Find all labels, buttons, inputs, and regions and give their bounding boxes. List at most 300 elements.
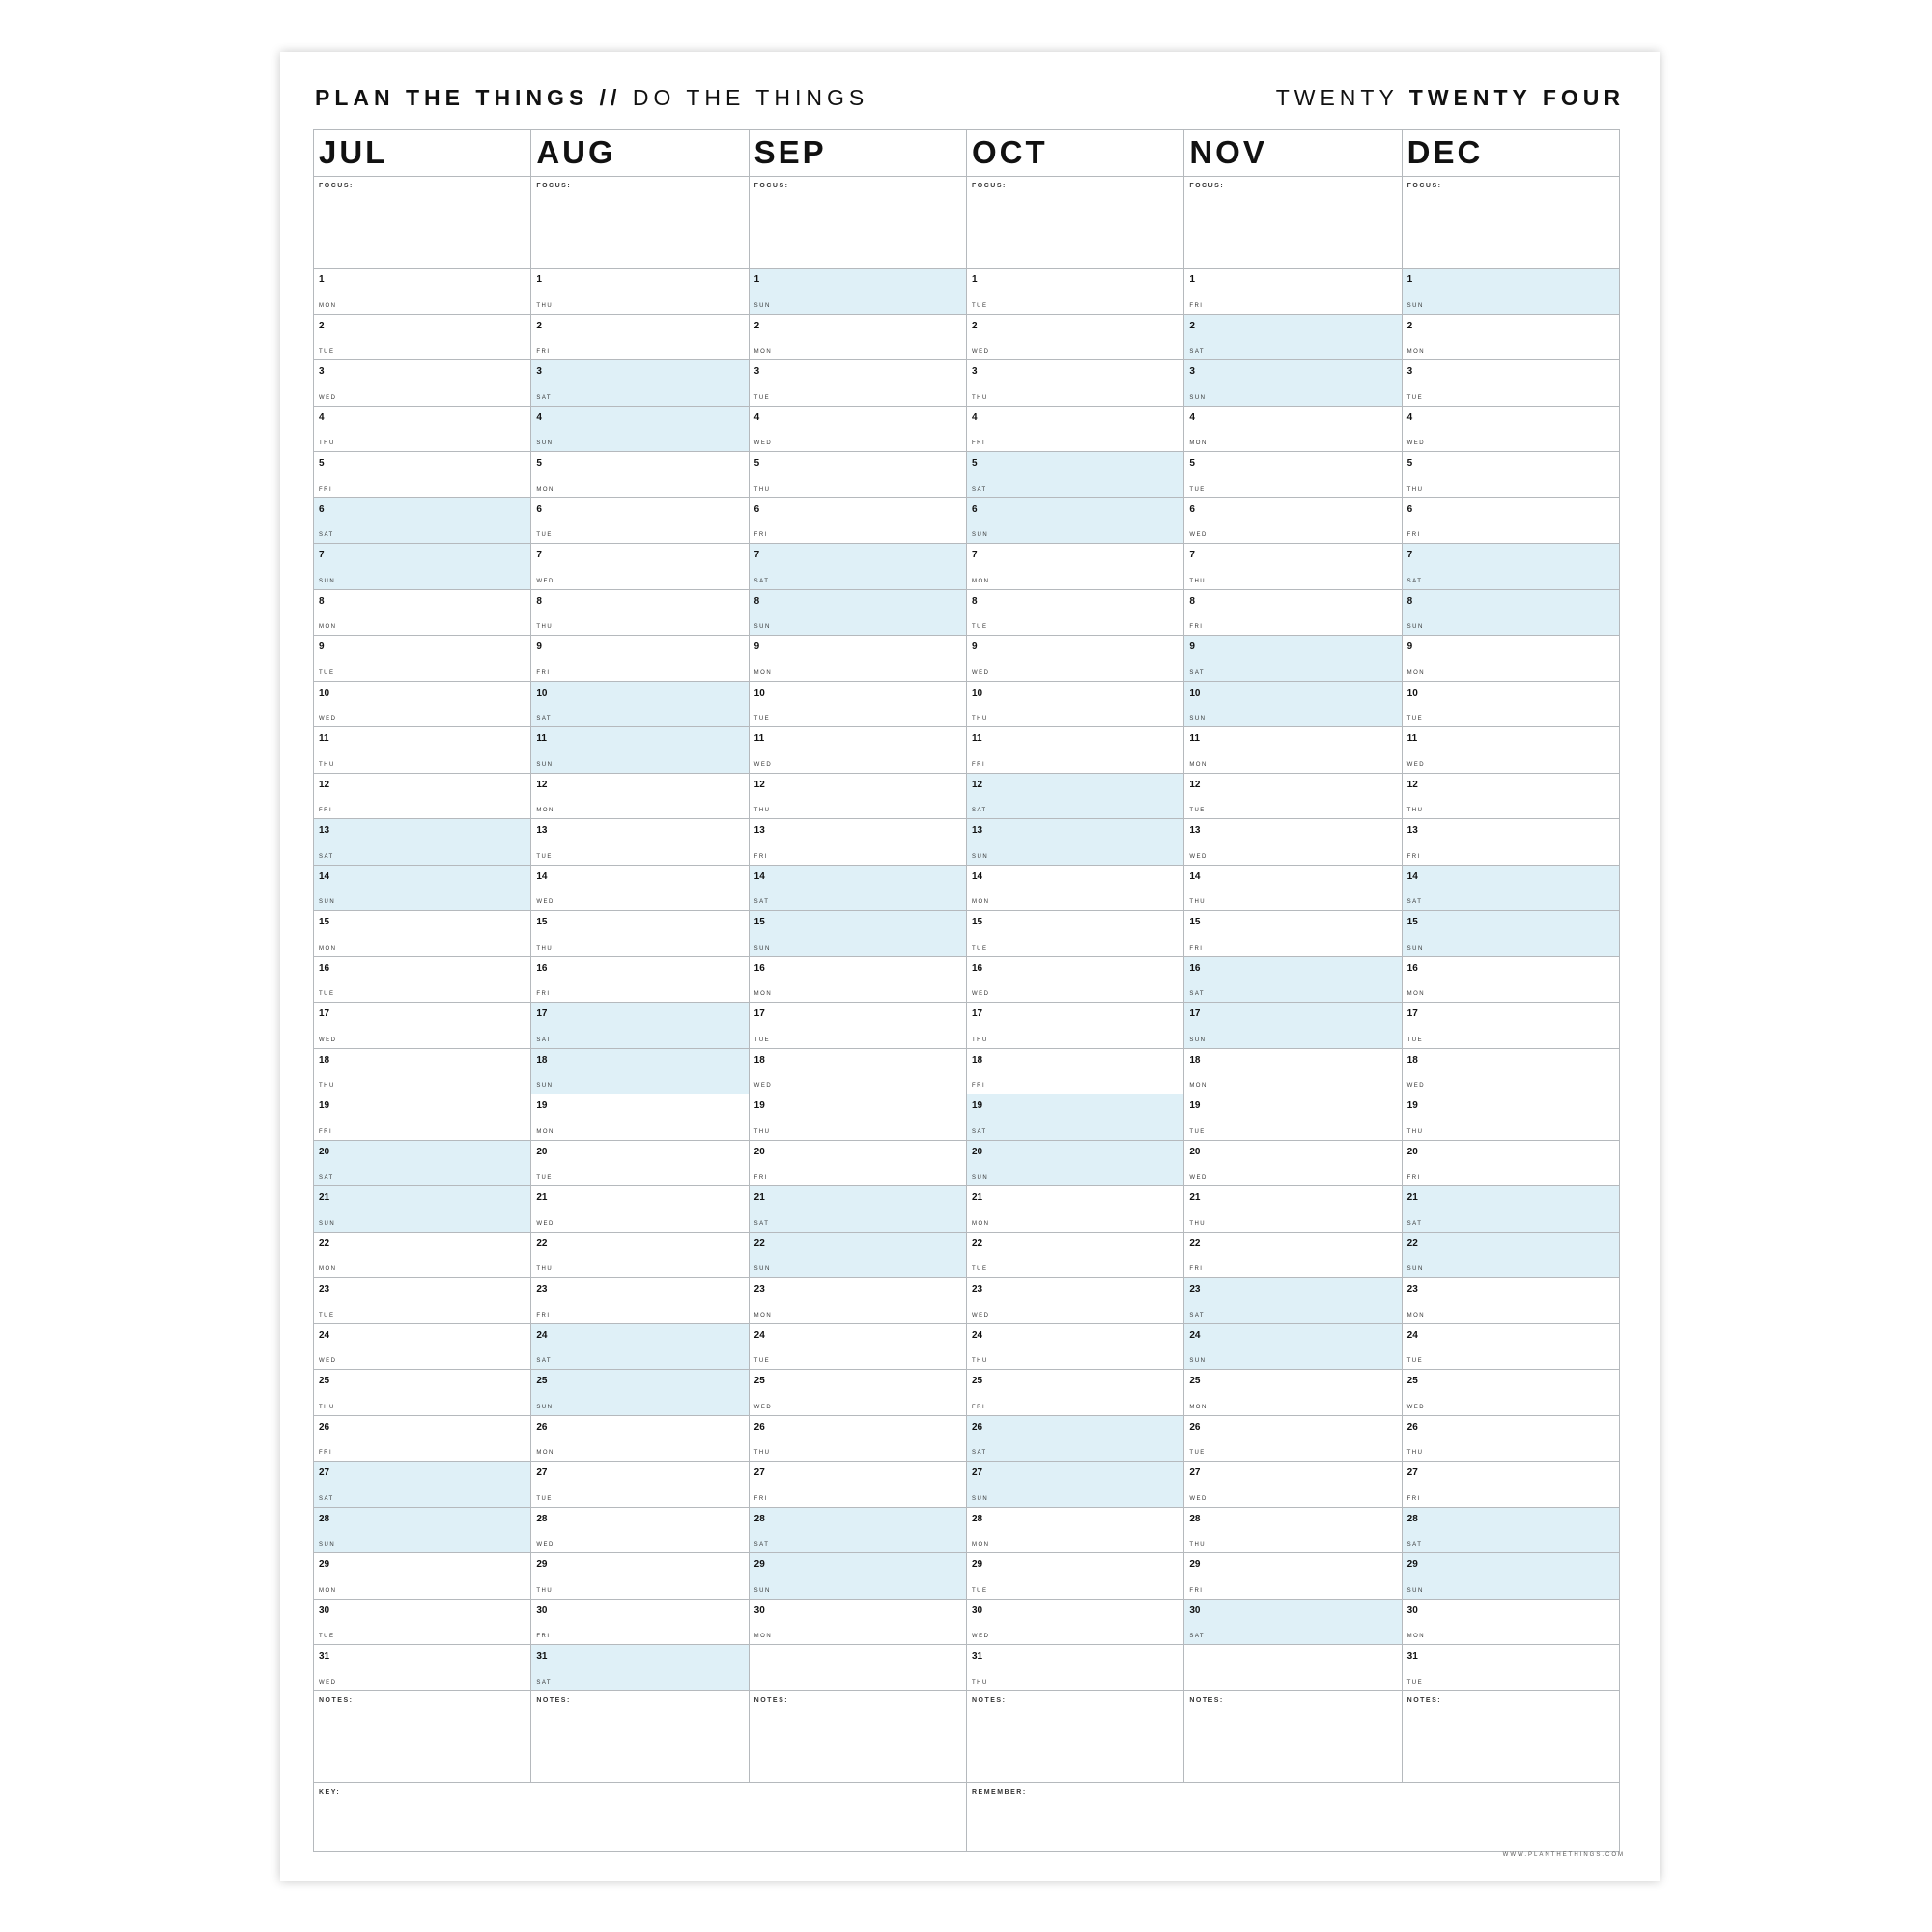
day-cell[interactable] bbox=[314, 269, 531, 314]
weekday-name: THU bbox=[753, 1128, 771, 1135]
day-cell[interactable] bbox=[967, 1370, 1184, 1415]
day-number: 16 bbox=[319, 962, 330, 974]
weekday-name: WED bbox=[753, 1404, 773, 1410]
day-cell[interactable] bbox=[531, 1141, 749, 1186]
day-number: 6 bbox=[536, 503, 542, 515]
day-cell[interactable] bbox=[1403, 682, 1619, 727]
day-cell[interactable] bbox=[531, 1553, 749, 1599]
day-cell[interactable] bbox=[1403, 636, 1619, 681]
day-number: 27 bbox=[1406, 1467, 1418, 1478]
day-cell[interactable] bbox=[531, 1508, 749, 1553]
day-cell[interactable] bbox=[750, 1094, 967, 1140]
day-cell[interactable] bbox=[1403, 1003, 1619, 1048]
day-cell[interactable] bbox=[750, 774, 967, 819]
day-cell[interactable] bbox=[750, 1416, 967, 1462]
day-number: 26 bbox=[536, 1421, 548, 1433]
day-cell[interactable] bbox=[750, 590, 967, 636]
day-cell[interactable] bbox=[531, 682, 749, 727]
day-cell[interactable] bbox=[1184, 911, 1402, 956]
day-cell[interactable] bbox=[967, 1003, 1184, 1048]
weekday-name: THU bbox=[1189, 578, 1207, 584]
day-cell[interactable] bbox=[967, 1094, 1184, 1140]
day-cell[interactable] bbox=[531, 407, 749, 452]
focus-box-jul[interactable] bbox=[314, 177, 531, 268]
day-cell[interactable] bbox=[750, 819, 967, 865]
day-cell[interactable] bbox=[967, 1416, 1184, 1462]
day-cell[interactable] bbox=[314, 1645, 531, 1690]
day-cell[interactable] bbox=[1184, 1141, 1402, 1186]
day-cell[interactable] bbox=[1184, 1416, 1402, 1462]
day-cell[interactable] bbox=[1403, 1233, 1619, 1278]
day-cell[interactable] bbox=[314, 774, 531, 819]
weekday-name: FRI bbox=[1189, 302, 1204, 309]
day-number: 17 bbox=[971, 1009, 983, 1019]
day-number: 30 bbox=[319, 1605, 330, 1616]
day-cell[interactable] bbox=[314, 590, 531, 636]
day-cell[interactable] bbox=[1403, 774, 1619, 819]
day-cell[interactable] bbox=[531, 1600, 749, 1645]
weekday-name: FRI bbox=[1189, 1266, 1204, 1272]
weekday-name: SAT bbox=[319, 853, 334, 860]
day-cell[interactable] bbox=[314, 682, 531, 727]
day-cell[interactable] bbox=[314, 1508, 531, 1553]
day-row bbox=[314, 544, 1619, 590]
day-cell[interactable] bbox=[1184, 1186, 1402, 1232]
day-cell[interactable] bbox=[750, 1324, 967, 1370]
day-cell[interactable] bbox=[967, 1508, 1184, 1553]
day-cell[interactable] bbox=[531, 590, 749, 636]
day-number: 26 bbox=[319, 1421, 330, 1433]
day-cell[interactable] bbox=[967, 407, 1184, 452]
weekday-name: SAT bbox=[1189, 1634, 1206, 1639]
weekday-name: SUN bbox=[1406, 624, 1424, 630]
day-cell[interactable] bbox=[750, 544, 967, 589]
focus-box-aug[interactable] bbox=[531, 177, 749, 268]
day-cell[interactable] bbox=[967, 636, 1184, 681]
day-number: 31 bbox=[971, 1651, 983, 1662]
day-cell[interactable] bbox=[1403, 1278, 1619, 1323]
day-number: 22 bbox=[1189, 1237, 1201, 1249]
day-cell[interactable] bbox=[750, 1233, 967, 1278]
day-cell[interactable] bbox=[1184, 1049, 1402, 1094]
day-cell[interactable] bbox=[967, 1462, 1184, 1507]
weekday-name: FRI bbox=[319, 1128, 333, 1135]
day-cell[interactable] bbox=[1403, 1049, 1619, 1094]
day-cell[interactable] bbox=[967, 360, 1184, 406]
day-number: 13 bbox=[1189, 825, 1201, 836]
day-number: 6 bbox=[1406, 503, 1413, 515]
day-cell[interactable] bbox=[314, 1462, 531, 1507]
day-cell[interactable] bbox=[1403, 866, 1619, 911]
day-cell[interactable] bbox=[1184, 1600, 1402, 1645]
day-cell[interactable] bbox=[1403, 452, 1619, 497]
day-cell[interactable] bbox=[1403, 727, 1619, 773]
day-number: 17 bbox=[536, 1009, 548, 1019]
day-cell[interactable] bbox=[531, 1186, 749, 1232]
day-cell[interactable] bbox=[531, 1645, 749, 1690]
day-cell[interactable] bbox=[531, 1462, 749, 1507]
weekday-name: SAT bbox=[753, 899, 770, 905]
day-number: 30 bbox=[1406, 1605, 1418, 1616]
day-cell[interactable] bbox=[531, 636, 749, 681]
focus-box-nov[interactable] bbox=[1184, 177, 1402, 268]
day-cell[interactable] bbox=[314, 1233, 531, 1278]
day-row bbox=[314, 866, 1619, 912]
day-cell[interactable] bbox=[1184, 1370, 1402, 1415]
day-cell[interactable] bbox=[314, 1553, 531, 1599]
day-cell[interactable] bbox=[1184, 498, 1402, 544]
day-cell[interactable] bbox=[1403, 1370, 1619, 1415]
day-cell[interactable] bbox=[314, 452, 531, 497]
weekday-name: TUE bbox=[319, 669, 335, 676]
day-cell[interactable] bbox=[967, 590, 1184, 636]
weekday-name: SAT bbox=[971, 486, 987, 493]
day-number: 10 bbox=[971, 687, 983, 698]
weekday-name: SAT bbox=[536, 1358, 553, 1364]
day-cell[interactable] bbox=[750, 315, 967, 360]
weekday-name: SUN bbox=[971, 1495, 989, 1502]
key-remember-row bbox=[314, 1783, 1619, 1852]
day-cell[interactable] bbox=[531, 957, 749, 1003]
day-cell[interactable] bbox=[1403, 590, 1619, 636]
day-cell[interactable] bbox=[314, 315, 531, 360]
day-cell[interactable] bbox=[750, 866, 967, 911]
day-cell[interactable] bbox=[1403, 315, 1619, 360]
day-cell[interactable] bbox=[1403, 498, 1619, 544]
weekday-name: WED bbox=[1406, 1404, 1426, 1410]
day-cell[interactable] bbox=[750, 407, 967, 452]
day-cell[interactable] bbox=[967, 269, 1184, 314]
day-row bbox=[314, 1600, 1619, 1646]
day-row bbox=[314, 636, 1619, 682]
focus-box-dec[interactable] bbox=[1403, 177, 1619, 268]
day-number: 14 bbox=[971, 870, 983, 882]
day-cell[interactable] bbox=[1403, 819, 1619, 865]
day-cell[interactable] bbox=[967, 452, 1184, 497]
day-number: 13 bbox=[536, 825, 548, 836]
day-cell[interactable] bbox=[1403, 1141, 1619, 1186]
day-cell[interactable] bbox=[967, 1233, 1184, 1278]
day-cell[interactable] bbox=[1403, 1553, 1619, 1599]
day-cell[interactable] bbox=[1184, 590, 1402, 636]
day-cell[interactable] bbox=[531, 819, 749, 865]
day-cell[interactable] bbox=[1184, 407, 1402, 452]
weekday-name: TUE bbox=[319, 1312, 335, 1319]
day-cell[interactable] bbox=[1184, 727, 1402, 773]
day-cell[interactable] bbox=[1403, 1508, 1619, 1553]
weekday-name: THU bbox=[753, 486, 771, 493]
remember-box[interactable] bbox=[967, 1783, 1619, 1852]
day-cell[interactable] bbox=[531, 544, 749, 589]
day-cell[interactable] bbox=[967, 1049, 1184, 1094]
weekday-name: MON bbox=[971, 578, 990, 584]
day-cell[interactable] bbox=[531, 498, 749, 544]
day-number: 19 bbox=[319, 1100, 330, 1111]
day-number: 2 bbox=[1189, 320, 1195, 331]
day-cell[interactable] bbox=[314, 498, 531, 544]
day-cell[interactable] bbox=[967, 1645, 1184, 1690]
day-cell[interactable] bbox=[1184, 1233, 1402, 1278]
day-cell[interactable] bbox=[314, 1600, 531, 1645]
day-number: 19 bbox=[536, 1100, 548, 1111]
notes-box-aug[interactable] bbox=[531, 1691, 749, 1782]
day-cell[interactable] bbox=[1184, 636, 1402, 681]
day-cell[interactable] bbox=[314, 727, 531, 773]
day-cell[interactable] bbox=[1184, 1003, 1402, 1048]
weekday-name: WED bbox=[971, 1634, 990, 1639]
day-cell[interactable] bbox=[1184, 544, 1402, 589]
day-number: 16 bbox=[753, 962, 765, 974]
focus-box-oct[interactable] bbox=[967, 177, 1184, 268]
day-cell[interactable] bbox=[750, 1141, 967, 1186]
day-cell[interactable] bbox=[314, 1094, 531, 1140]
day-cell[interactable] bbox=[750, 1553, 967, 1599]
weekday-name: FRI bbox=[971, 440, 986, 446]
day-cell[interactable] bbox=[1184, 1553, 1402, 1599]
day-cell[interactable] bbox=[1403, 269, 1619, 314]
notes-box-dec[interactable] bbox=[1403, 1691, 1619, 1782]
notes-box-oct[interactable] bbox=[967, 1691, 1184, 1782]
day-cell[interactable] bbox=[531, 727, 749, 773]
day-cell[interactable] bbox=[967, 1278, 1184, 1323]
day-cell[interactable] bbox=[1184, 1508, 1402, 1553]
weekday-name: SAT bbox=[536, 1037, 553, 1043]
day-number: 20 bbox=[971, 1146, 983, 1157]
day-cell[interactable] bbox=[531, 1324, 749, 1370]
day-cell[interactable] bbox=[1403, 911, 1619, 956]
day-cell[interactable] bbox=[1184, 452, 1402, 497]
weekday-name: SUN bbox=[1189, 1037, 1207, 1043]
day-cell[interactable] bbox=[1184, 269, 1402, 314]
day-row bbox=[314, 1324, 1619, 1371]
day-cell[interactable] bbox=[314, 957, 531, 1003]
day-cell[interactable] bbox=[531, 1278, 749, 1323]
day-cell[interactable] bbox=[750, 682, 967, 727]
day-cell[interactable] bbox=[967, 1141, 1184, 1186]
day-number: 8 bbox=[319, 595, 325, 607]
day-cell[interactable] bbox=[314, 1003, 531, 1048]
day-cell[interactable] bbox=[967, 911, 1184, 956]
notes-box-jul[interactable] bbox=[314, 1691, 531, 1782]
weekday-name: FRI bbox=[536, 1634, 551, 1639]
month-header-sep bbox=[750, 130, 967, 176]
day-cell[interactable] bbox=[750, 957, 967, 1003]
notes-box-nov[interactable] bbox=[1184, 1691, 1402, 1782]
day-cell[interactable] bbox=[967, 498, 1184, 544]
focus-box-sep[interactable] bbox=[750, 177, 967, 268]
month-header-nov bbox=[1184, 130, 1402, 176]
day-cell[interactable] bbox=[314, 1186, 531, 1232]
day-number: 3 bbox=[319, 366, 325, 377]
day-cell[interactable] bbox=[1403, 1462, 1619, 1507]
day-cell[interactable] bbox=[1184, 866, 1402, 911]
day-cell[interactable] bbox=[1403, 1645, 1619, 1690]
day-cell[interactable] bbox=[1403, 1186, 1619, 1232]
notes-box-sep[interactable] bbox=[750, 1691, 967, 1782]
day-cell[interactable] bbox=[1403, 1600, 1619, 1645]
focus-row bbox=[314, 177, 1619, 269]
day-cell[interactable] bbox=[750, 1186, 967, 1232]
day-cell[interactable] bbox=[1184, 1094, 1402, 1140]
day-number: 10 bbox=[1189, 687, 1201, 698]
weekday-name: WED bbox=[319, 394, 337, 401]
day-number: 14 bbox=[1189, 870, 1201, 882]
day-cell[interactable] bbox=[1184, 819, 1402, 865]
day-cell[interactable] bbox=[314, 1278, 531, 1323]
day-number: 21 bbox=[971, 1192, 983, 1203]
day-number: 23 bbox=[1189, 1284, 1201, 1294]
weekday-name: WED bbox=[1189, 853, 1208, 860]
day-cell[interactable] bbox=[967, 1324, 1184, 1370]
day-cell[interactable] bbox=[531, 1370, 749, 1415]
day-cell[interactable] bbox=[314, 360, 531, 406]
day-number: 14 bbox=[319, 870, 330, 882]
weekday-name: MON bbox=[1406, 669, 1426, 676]
day-cell[interactable] bbox=[1403, 1324, 1619, 1370]
day-cell[interactable] bbox=[1403, 957, 1619, 1003]
day-cell[interactable] bbox=[1403, 360, 1619, 406]
weekday-name: WED bbox=[536, 1542, 554, 1548]
day-cell[interactable] bbox=[531, 774, 749, 819]
day-cell[interactable] bbox=[531, 360, 749, 406]
day-cell[interactable] bbox=[531, 1094, 749, 1140]
weekday-name: SUN bbox=[1189, 1358, 1207, 1364]
day-cell[interactable] bbox=[531, 269, 749, 314]
day-cell[interactable] bbox=[967, 774, 1184, 819]
day-number: 13 bbox=[319, 825, 330, 836]
day-cell[interactable] bbox=[750, 727, 967, 773]
day-cell[interactable] bbox=[967, 1600, 1184, 1645]
day-cell[interactable] bbox=[750, 1508, 967, 1553]
day-number: 4 bbox=[1406, 412, 1413, 423]
day-number: 24 bbox=[1189, 1329, 1201, 1341]
day-number: 16 bbox=[971, 962, 983, 974]
year-light: TWENTY bbox=[1275, 85, 1399, 110]
day-cell[interactable] bbox=[750, 1462, 967, 1507]
day-cell[interactable] bbox=[531, 1003, 749, 1048]
day-row bbox=[314, 819, 1619, 866]
day-row bbox=[314, 269, 1619, 315]
weekday-name: MON bbox=[753, 1312, 773, 1319]
day-cell[interactable] bbox=[967, 315, 1184, 360]
weekday-name: SUN bbox=[319, 1220, 336, 1227]
day-number: 2 bbox=[1406, 320, 1413, 331]
day-cell[interactable] bbox=[314, 1049, 531, 1094]
key-box[interactable] bbox=[314, 1783, 967, 1852]
day-cell[interactable] bbox=[314, 1141, 531, 1186]
day-number: 31 bbox=[536, 1651, 548, 1662]
weekday-name: THU bbox=[536, 1587, 554, 1594]
day-cell[interactable] bbox=[314, 1416, 531, 1462]
weekday-name: MON bbox=[1189, 761, 1208, 768]
weekday-name: TUE bbox=[753, 1037, 771, 1043]
day-number: 24 bbox=[1406, 1329, 1418, 1341]
day-cell[interactable] bbox=[314, 866, 531, 911]
day-number: 9 bbox=[536, 641, 542, 652]
day-cell[interactable] bbox=[1184, 682, 1402, 727]
day-number: 16 bbox=[536, 962, 548, 974]
day-cell[interactable] bbox=[314, 819, 531, 865]
weekday-name: FRI bbox=[1189, 624, 1204, 630]
day-number: 10 bbox=[1406, 687, 1418, 698]
day-cell[interactable] bbox=[531, 866, 749, 911]
tagline-light: DO THE THINGS bbox=[632, 85, 869, 110]
day-cell[interactable] bbox=[531, 315, 749, 360]
weekday-name: WED bbox=[753, 1083, 773, 1089]
day-cell[interactable] bbox=[967, 1186, 1184, 1232]
day-number: 7 bbox=[536, 550, 542, 560]
day-cell[interactable] bbox=[967, 682, 1184, 727]
weekday-name: TUE bbox=[1406, 1679, 1424, 1686]
day-cell[interactable] bbox=[1403, 1094, 1619, 1140]
day-cell[interactable] bbox=[750, 452, 967, 497]
day-cell[interactable] bbox=[750, 1370, 967, 1415]
day-cell[interactable] bbox=[314, 1370, 531, 1415]
day-cell[interactable] bbox=[1403, 544, 1619, 589]
weekday-name: SUN bbox=[319, 1542, 336, 1548]
day-cell[interactable] bbox=[1184, 1278, 1402, 1323]
day-cell[interactable] bbox=[314, 544, 531, 589]
day-cell[interactable] bbox=[531, 1416, 749, 1462]
weekday-name: THU bbox=[971, 1679, 988, 1686]
day-cell[interactable] bbox=[750, 636, 967, 681]
day-cell[interactable] bbox=[1184, 360, 1402, 406]
weekday-name: WED bbox=[319, 1358, 337, 1364]
day-cell[interactable] bbox=[967, 819, 1184, 865]
day-cell[interactable] bbox=[1184, 957, 1402, 1003]
day-cell[interactable] bbox=[967, 1553, 1184, 1599]
day-cell[interactable] bbox=[750, 911, 967, 956]
day-cell[interactable] bbox=[750, 1049, 967, 1094]
month-header-oct bbox=[967, 130, 1184, 176]
day-number: 15 bbox=[536, 917, 548, 927]
weekday-name: SUN bbox=[1406, 945, 1424, 952]
day-number: 30 bbox=[753, 1605, 765, 1616]
day-cell[interactable] bbox=[750, 269, 967, 314]
day-number: 11 bbox=[971, 733, 982, 744]
day-cell[interactable] bbox=[967, 957, 1184, 1003]
day-cell[interactable] bbox=[1403, 1416, 1619, 1462]
weekday-name: THU bbox=[536, 1266, 554, 1272]
day-cell[interactable] bbox=[750, 360, 967, 406]
day-number: 22 bbox=[319, 1237, 330, 1249]
day-cell[interactable] bbox=[967, 866, 1184, 911]
weekday-name: MON bbox=[753, 1634, 773, 1639]
day-cell[interactable] bbox=[750, 1600, 967, 1645]
day-cell[interactable] bbox=[314, 636, 531, 681]
day-cell[interactable] bbox=[531, 452, 749, 497]
day-cell[interactable] bbox=[750, 498, 967, 544]
day-cell[interactable] bbox=[967, 544, 1184, 589]
day-number: 1 bbox=[1406, 274, 1413, 285]
day-cell[interactable] bbox=[1184, 315, 1402, 360]
day-cell[interactable] bbox=[314, 911, 531, 956]
weekday-name: TUE bbox=[753, 716, 771, 722]
day-cell[interactable] bbox=[314, 1324, 531, 1370]
day-cell[interactable] bbox=[967, 727, 1184, 773]
day-cell[interactable] bbox=[1184, 1462, 1402, 1507]
day-cell[interactable] bbox=[531, 1233, 749, 1278]
day-cell[interactable] bbox=[531, 1049, 749, 1094]
day-number: 8 bbox=[753, 595, 760, 607]
day-cell[interactable] bbox=[1184, 774, 1402, 819]
day-cell[interactable] bbox=[1184, 1324, 1402, 1370]
day-cell[interactable] bbox=[750, 1003, 967, 1048]
day-cell[interactable] bbox=[314, 407, 531, 452]
day-cell[interactable] bbox=[750, 1278, 967, 1323]
day-cell[interactable] bbox=[531, 911, 749, 956]
day-cell[interactable] bbox=[1403, 407, 1619, 452]
